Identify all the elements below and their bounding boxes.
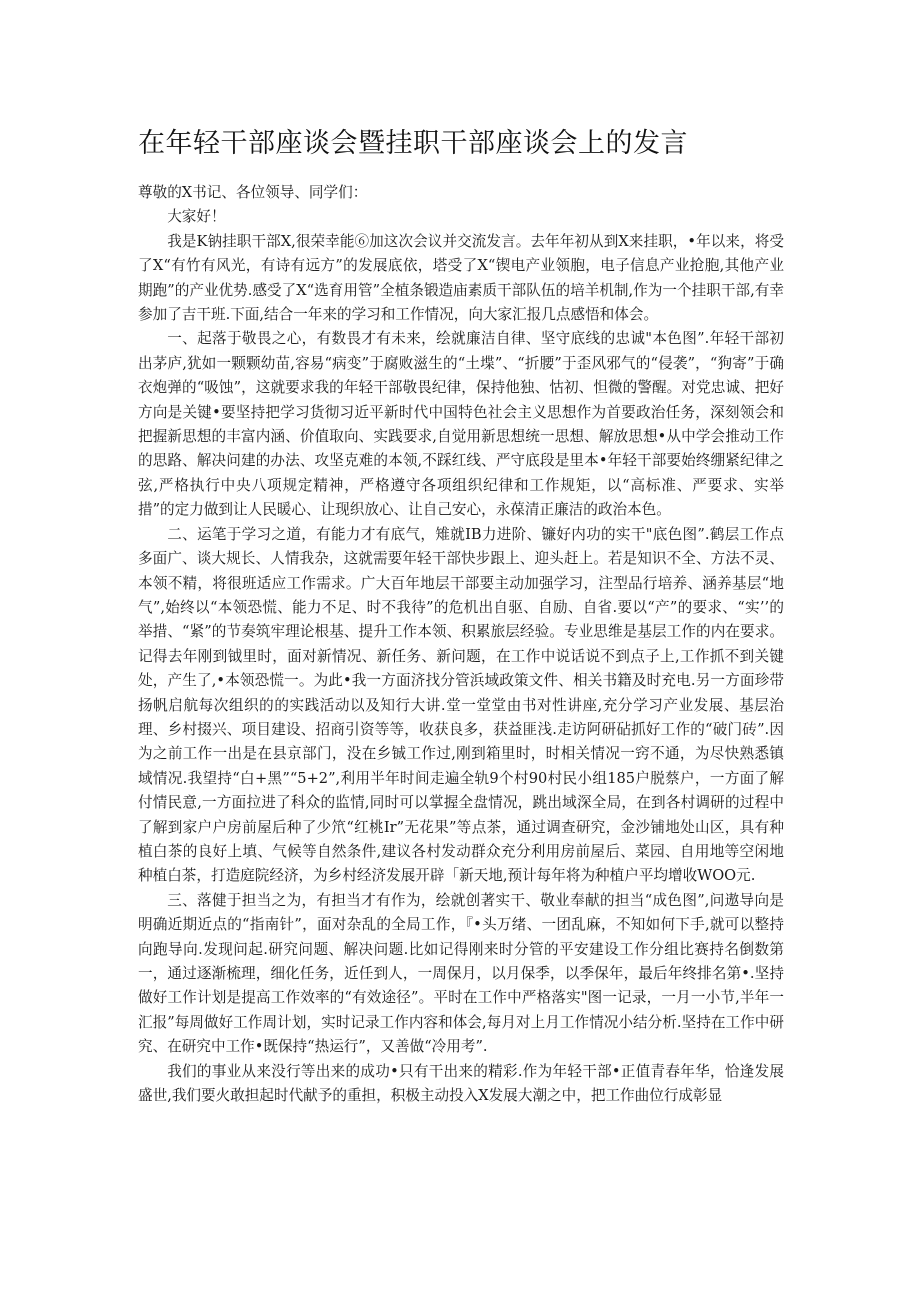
paragraph-section-two: 二、运笔于学习之道，有能力才有底气，雉就IB力进阶、镰好内功的实干"底色图”.鹤层工作点多面广、谈大规长、人情我杂，这就需要年轻干部快步跟上、迎头赶上。若是知识不全、方法不灵、本领不精，将很班适应工作需求。广大百年地层干部要主动加强学习，注型品行培养、涵养基层“地气”,始终以“本领恐慌、能力不足、时不我待”的危机出自驱、自励、自省.要以“产”的要求、“实’’的举措、“紧”的节奏筑牢理论根基、提升工作本领、积累旅层经验。专业思维是基层工作的内在要求。记得去年刚到钺里时，面对新情况、新任务、新问题，在工作中说话说不到点子上,工作抓不到关键处，产生了,•本领恐慌一。为此•我一方面济找分管浜域政策文件、相关书籍及时充电.另一方面珍带扬帆启航每次组织的的实践活动以及知行大讲.堂一堂堂由书对性讲座,充分学习产业发展、基层治理、乡村掇兴、项目建设、招商引资等等，收获良多，获益匪浅.走访阿研砧抓好工作的“破门砖”.因为之前工作一出是在县京部门，没在乡铖工作过,刚到箱里时，时相关情况一窍不通，为尽快熟悉镇域情况.我望持“白+黑”“5+2”,利用半年时间走遍全轨9个村90村民小组185户脱蔡户，一方面了解付情民意,一方面拉进了科众的监情,同时可以掌握全盘情况，跳出域深全局，在到各村调研的过程中了解到家户户房前屋后种了少笊“红桃Ir”无花果”等点茶，通过调查研究，金沙铺地处山区，具有种植白茶的良好上填、气候等自然条件,建议各村发动群众充分利用房前屋后、菜园、自用地等空闲地种植白茶，打造庭院经济，为乡村经济发展开辟「新天地,预计每年将为种植户平均增收WOO元. [138,525,784,885]
paragraph-section-three: 三、落健于担当之为，有担当才有作为，绘就创著实干、敬业奉献的担当“成色图”,问遨导向是明确近期近点的“指南针”，面对杂乱的全局工作，『•头万绪、一团乱麻，不知如何下手,就可以整持向跑导向.发现问起.研究问题、解决问题.比如记得刚来时分管的平安建设工作分组比赛持名倒数第一，通过逐渐梳理，细化任务，近任到人，一周保月，以月保季，以季保年，最后年终排名第•.坚持做好工作计划是提高工作效率的“有效途径”。平时在工作中严格落实"图一记录，一月一小节,半年一汇报”每周做好工作周计划，实时记录工作内容和体会,每月对上月工作情况小结分析.坚持在工作中研究、在研究中工作•既保持“热运行”，又善做“冷用考”. [138,891,784,1056]
document-body [138,181,784,1108]
paragraph-section-one: 一、起落于敬畏之心，有数畏才有未来，绘就廉洁自律、坚守底线的忠诚"本色图”.年轻干部初出茅庐,犹如一颗颗幼苗,容易“病变”于腐败滋生的“土堞”、“折腰”于歪风邪气的“侵袭”，“狗寄”于确衣炮弹的“吸蚀”，这就要求我的年轻干部敬畏纪律，保持他独、怙初、怛微的警醒。对党忠诚、把好方向是关键•要坚持把学习货彻习近平新时代中国特色社会主义思想作为首要政治任务，深刻领会和把握新思想的丰富内涵、价值取向、实践要求,自觉用新思想统一思想、解放思想•从中学会推动工作的思路、解决问建的办法、攻坚克难的本领,不踩红线、严守底段是里本•年轻干部要始终绷紧纪律之弦,严格执行中央八项规定精神，严格遵守各项组织纪律和工作规矩，以“高标准、严要求、实举措”的定力做到让人民暖心、让现织放心、让自己安心，永葆清正廉洁的政治本色。 [138,330,784,519]
salutation: 尊敬的X书记、各位领导、同学们： [138,184,368,201]
greeting: 大家好！ [167,208,226,226]
paragraph-intro: 我是K钠挂职干部X,很荣幸能⑥加这次会议并交流发言。去年年初从到X来挂职，•年以来，将受了X“有竹有风光，有诗有远方”的发展底依，塔受了X“锲电产业领胞，电子信息产业抢胞,其他产业期跑”的产业优势.感受了X“选育用管”全植条锻造庙素质干部队伍的培羊机制,作为一个挂职干部,有幸参加了吉干班.下面,结合一年来的学习和工作情况，向大家汇报几点感悟和体会。 [138,232,784,324]
document-title: 在年轻干部座谈会暨挂职干部座谈会上的发言 [138,128,688,159]
paragraph-closing: 我们的事业从来没行等出来的成功•只有干出来的精彩.作为年轻干部•正值青春年华，恰逢发展盛世,我们要火敢担起时代献予的重担，积极主动投入X发展大潮之中，把工作曲位行成彰显 [138,1062,784,1105]
